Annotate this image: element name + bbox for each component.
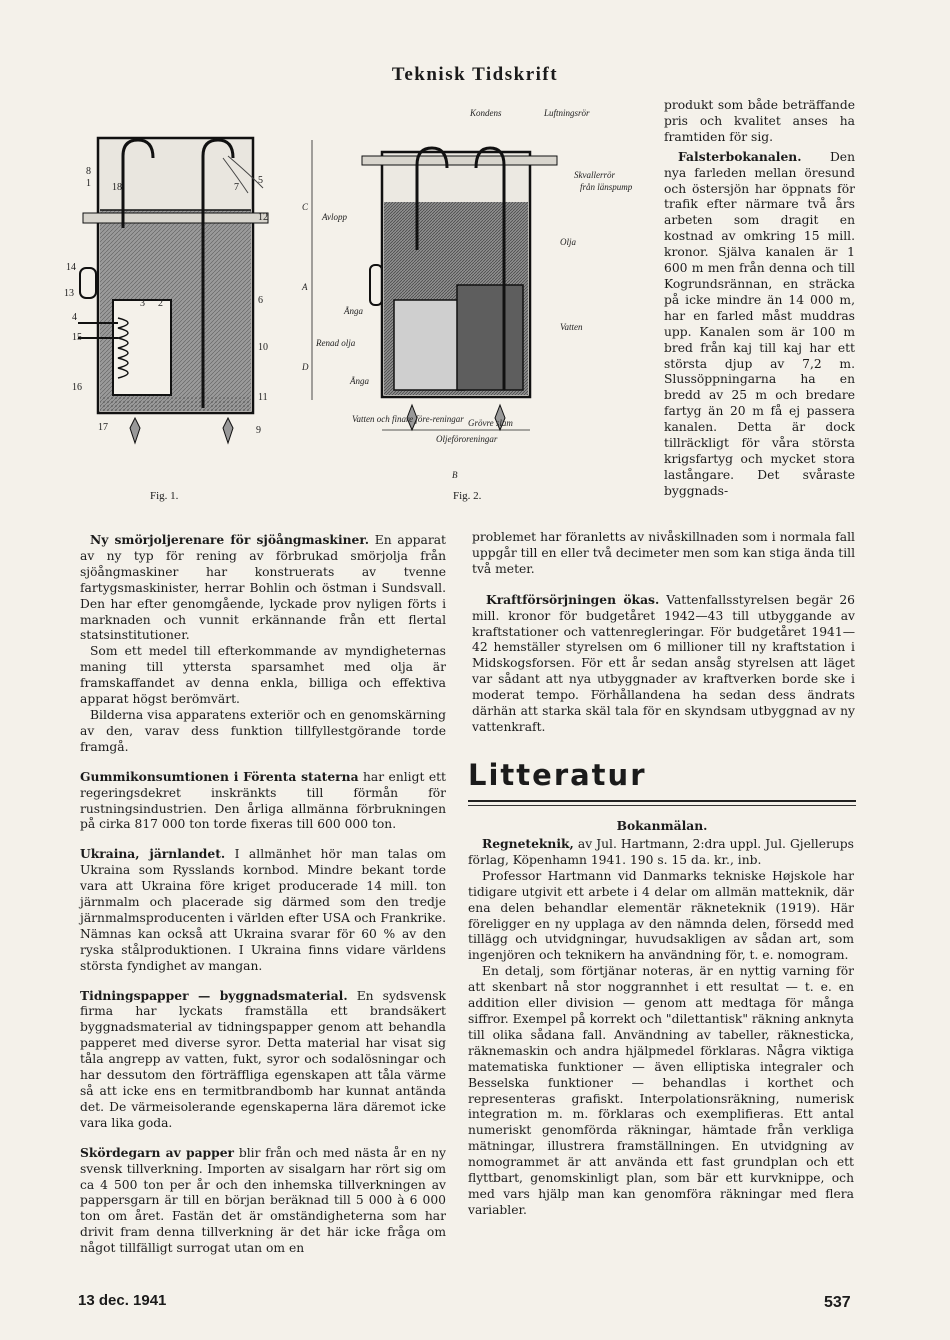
fig2-label: Avlopp <box>322 212 347 222</box>
fig2-label: D <box>302 362 309 372</box>
skord-article <box>80 1145 446 1257</box>
article-title: Gummikonsumtionen i Förenta staterna <box>80 768 359 784</box>
gummi-article <box>80 769 446 834</box>
fig1-number: 2 <box>158 298 163 309</box>
right-narrow-column <box>664 98 855 500</box>
fig2-label: Luftningsrör <box>544 108 590 118</box>
fig1-number: 17 <box>98 422 108 433</box>
fig2-label: Oljeföroreningar <box>436 434 498 444</box>
fig1-number: 12 <box>258 212 268 223</box>
smor-article <box>80 532 446 644</box>
article-body: En apparat av ny typ för rening av förbrukad smörjolja från sjöångmaskiner har konstruerats av tvenne fartygsmaskinister, herrar Bohlin och östman i Sundsvall. Den har efter genomgående, lyckade prov nyligen förts i marknaden och vunnit erkännande från ett flertal statsinstitutioner. <box>80 533 446 643</box>
fig1-number: 10 <box>258 342 268 353</box>
left-column <box>80 532 446 1257</box>
article-body: har enligt ett regeringsdekret inskränkts till förmån för rustningsindustrien. Den årliga allmänna förbrukningen på cirka 817 000 ton torde fixeras till 600 000 ton. <box>80 769 446 832</box>
fig2-label: C <box>302 202 309 212</box>
fig2-label: A <box>302 282 308 292</box>
article-title: Ny smörjoljerenare för sjöångmaskiner. <box>90 532 370 547</box>
fig1-number: 14 <box>66 262 76 273</box>
figure-2-diagram <box>282 100 662 490</box>
paragraph: Professor Hartmann vid Danmarks tekniske Højskole har tidigare utgivit ett arbete i 4 delar om allmän matteknik, där ena delen behandlar elementär räkneteknik (1919). Här föreligger en ny upplaga av den nämnda delen, försedd med tillägg och utvidgningar, huvudsakligen av sådan art, som ingenjören och teknikern ha användning för, t. e. nomogram. <box>468 868 854 963</box>
book-title: Regneteknik, <box>482 836 574 851</box>
fig2-label: Renad olja <box>316 338 356 348</box>
fig2-label: Vatten och finare före-reningar <box>352 414 464 424</box>
fig1-number: 7 <box>234 182 239 193</box>
article-title: Skördegarn av papper <box>80 1144 235 1160</box>
subheading-bokanmalan: Bokanmälan. <box>616 818 708 833</box>
page-header: Teknisk Tidskrift <box>391 64 559 85</box>
fig1-number: 6 <box>258 295 263 306</box>
fig1-number: 11 <box>258 392 268 403</box>
book-meta: av Jul. Hartmann, 2:dra uppl. Jul. Gjellerups förlag, Köpenhamn 1941. 190 s. 15 da. kr., inb. <box>468 837 854 867</box>
fig1-number: 1 <box>86 178 91 189</box>
fig1-number: 15 <box>72 332 82 343</box>
fig1-number: 8 <box>86 166 91 177</box>
falsterbo-article <box>664 149 855 500</box>
fig2-label: från länspump <box>580 182 633 192</box>
figure-1-diagram <box>64 128 278 468</box>
page-number: 537 <box>824 1294 851 1311</box>
fig1-number: 16 <box>72 382 82 393</box>
right-column <box>472 530 855 736</box>
paragraph: produkt som både beträffande pris och kvalitet anses ha framtiden för sig. <box>664 98 855 144</box>
fig2-label: Skvallerrör <box>574 170 615 180</box>
article-body: blir från och med nästa år en ny svensk tillverkning. Importen av sisalgarn har rört sig om ca 4 500 ton per år och den inhemska tillverkningen av pappersgarn är till en början beräknad till 5 000 à 6 000 ton om året. Fastän det är omständigheterna som har drivit fram denna tillverkning är det här icke fråga om något tillfälligt surrogat utan om en <box>80 1145 446 1256</box>
article-body: Vattenfallsstyrelsen begär 26 mill. kronor för budgetåret 1942—43 till utbyggande av kraftstationer och vattenregleringar. För budgetåret 1941—42 hemställer styrelsen om 6 millioner till ny kraftstation i Midskogsforsen. För ett år sedan ansåg styrelsen att läget var sådant att nya utbyggnader av kraftverken borde ske i moderat tempo. Förhållandena ha sedan dess ändrats därhän att starka skäl tala för en skyndsam utbyggnad av ny vattenkraft. <box>472 592 856 734</box>
paragraph: Som ett medel till efterkommande av myndigheternas maning till yttersta sparsamhet med olja är framskaffandet av denna enkla, billiga och effektiva apparat högst berömvärt. <box>80 644 446 707</box>
fig1-number: 5 <box>258 175 263 186</box>
article-body: En sydsvensk firma har lyckats framställa ett brandsäkert byggnadsmaterial av tidningspapper genom att behandla papperet med diverse syror. Detta material har visat sig tåla angrepp av vatten, fukt, syror och sodalösningar och har dessutom den förträffliga egenskapen att tåla värme så att icke ens en termitbrandbomb har kunnat antända det. De värmeisolerande egenskaperna lära däremot icke vara lika goda. <box>80 988 446 1130</box>
paragraph: Bilderna visa apparatens exteriör och en genomskärning av den, varav dess funktion tillfyllestgörande torde framgå. <box>80 707 446 754</box>
book-review <box>468 836 854 1219</box>
section-rule <box>468 805 856 806</box>
article-body: Den nya farleden mellan öresund och östersjön har öppnats för trafik efter närmare två års arbeten som dragit en kostnad av omkring 15 mill. kronor. Själva kanalen är 1 600 m men från denna och till Kogrundsrännan, en sträcka på icke mindre än 14 000 m, har en farled måst muddras upp. Kanalen som är 100 m bred från kaj till kaj har ett största djup av 7,2 m. Slussöppningarna ha en bredd av 25 m och bredare fartyg än 20 m få ej passera kanalen. Detta är dock tillräckligt för våra största krigsfartyg och mycket stora lastångare. Det svåraste byggnads- <box>664 149 855 498</box>
fig2-label: Olja <box>560 237 577 247</box>
fig2-label: B <box>452 470 458 480</box>
fig1-number: 18 <box>112 182 122 193</box>
figure-1-caption: Fig. 1. <box>150 490 179 502</box>
kraft-article <box>472 592 855 736</box>
section-heading-litteratur: Litteratur <box>468 758 647 792</box>
fig1-number: 3 <box>140 298 145 309</box>
fig1-number: 9 <box>256 425 261 436</box>
fig1-number: 13 <box>64 288 74 299</box>
footer-date: 13 dec. 1941 <box>78 1292 167 1309</box>
article-title: Kraftförsörjningen ökas. <box>486 591 660 607</box>
fig2-label: Ånga <box>350 376 369 386</box>
fig2-label: Grövre slam <box>468 418 513 428</box>
section-rule <box>468 800 856 802</box>
fig1-number: 4 <box>72 312 77 323</box>
article-title: Ukraina, järnlandet. <box>80 846 226 862</box>
article-body: I allmänhet hör man talas om Ukraina som Rysslands kornbod. Mindre bekant torde vara att Ukraina före kriget producerade 14 mill. ton järnmalm och placerade sig därmed som den tredje järnmalmsproducenten i världen efter USA och Frankrike. Nämnas kan också att Ukraina svarar för 60 % av den ryska stålproduktionen. I Ukraina finns vidare världens största fyndighet av mangan. <box>80 847 446 973</box>
fig2-label: Vatten <box>560 322 583 332</box>
tidning-article <box>80 988 446 1132</box>
fig2-label: Kondens <box>470 108 502 118</box>
paragraph: En detalj, som förtjänar noteras, är en nyttig varning för att skenbart nå stor noggrannhet i ett resultat — t. e. en addition eller division — genom att medtaga för många siffror. Exempel på korrekt och "dilettantisk" räkning anknyta till olika sådana fall. Användning av tabeller, räknesticka, räknemaskin och andra hjälpmedel förklaras. Några viktiga matematiska funktioner — även elliptiska integraler och Besselska funktioner — behandlas i korthet och representeras grafiskt. Interpolationsräkning, numerisk integration m. m. förklaras och exemplifieras. Ett antal numeriskt genomförda räkningar, hämtade från verkliga mätningar, illustrera framställningen. En utvidgning av nomogrammet är att använda ett fast grundplan och ett flyttbart, genomskinligt plan, som bär ett kurvknippe, och med vars hjälp man kan genomföra räkningar med flera variabler. <box>468 964 854 1217</box>
paragraph: problemet har föranletts av nivåskillnaden som i normala fall uppgår till en eller två decimeter men som kan stiga ända till två meter. <box>472 530 855 576</box>
article-title: Tidningspapper — byggnadsmaterial. <box>80 987 348 1003</box>
ukraina-article <box>80 846 446 974</box>
fig2-label: Ånga <box>344 306 363 316</box>
article-title: Falsterbokanalen. <box>678 148 802 164</box>
book-citation <box>468 836 854 869</box>
figure-2-caption: Fig. 2. <box>453 490 482 502</box>
